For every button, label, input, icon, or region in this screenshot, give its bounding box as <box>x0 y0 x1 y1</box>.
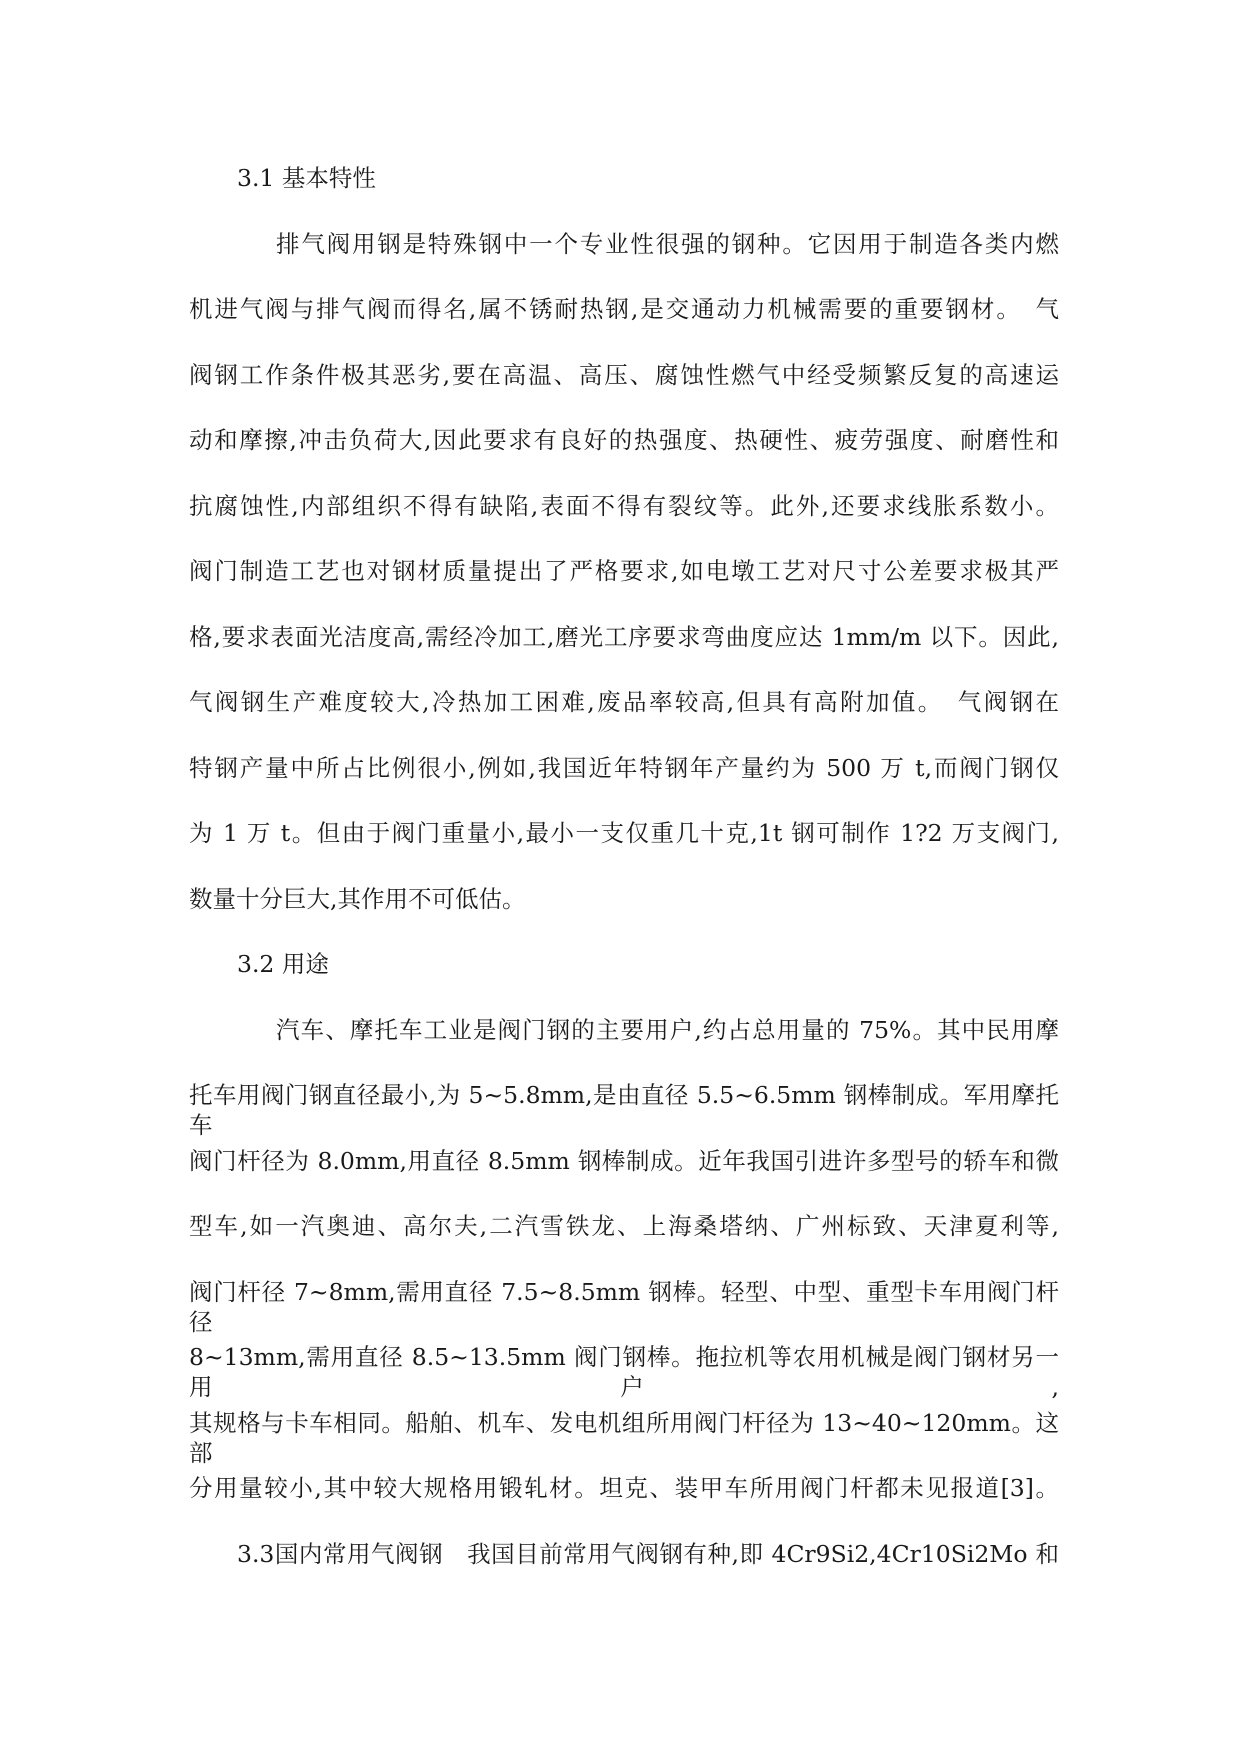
paragraph-line: 为 1 万 t。但由于阀门重量小,最小一支仅重几十克,1t 钢可制作 1?2 万支阀门, <box>189 819 1059 847</box>
paragraph-line: 阀门制造工艺也对钢材质量提出了严格要求,如电墩工艺对尺寸公差要求极其严 <box>189 557 1059 585</box>
paragraph-line: 其规格与卡车相同。船舶、机车、发电机组所用阀门杆径为 13~40~120mm。这部 <box>189 1408 1059 1467</box>
document-page <box>189 163 1059 1604</box>
paragraph-line: 阀门杆径 7~8mm,需用直径 7.5~8.5mm 钢棒。轻型、中型、重型卡车用阀门杆径 <box>189 1277 1059 1336</box>
paragraph-line: 格,要求表面光洁度高,需经冷加工,磨光工序要求弯曲度应达 1mm/m 以下。因此, <box>189 622 1059 651</box>
paragraph-line: 排气阀用钢是特殊钢中一个专业性很强的钢种。它因用于制造各类内燃 <box>276 229 1059 258</box>
paragraph-line: 8~13mm,需用直径 8.5~13.5mm 阀门钢棒。拖拉机等农用机械是阀门钢材另一用户, <box>189 1343 1059 1401</box>
paragraph-line: 数量十分巨大,其作用不可低估。 <box>189 884 526 913</box>
section-heading-3-2: 3.2 用途 <box>237 950 329 978</box>
section-heading-3-1: 3.1 基本特性 <box>237 164 376 192</box>
paragraph-line: 阀门杆径为 8.0mm,用直径 8.5mm 钢棒制成。近年我国引进许多型号的轿车和微 <box>189 1146 1059 1175</box>
paragraph-line: 动和摩擦,冲击负荷大,因此要求有良好的热强度、热硬性、疲劳强度、耐磨性和 <box>189 426 1059 454</box>
paragraph-line: 托车用阀门钢直径最小,为 5~5.8mm,是由直径 5.5~6.5mm 钢棒制成。军用摩托车 <box>189 1081 1059 1139</box>
paragraph-line: 抗腐蚀性,内部组织不得有缺陷,表面不得有裂纹等。此外,还要求线胀系数小。 <box>189 491 1059 520</box>
paragraph-line: 分用量较小,其中较大规格用锻轧材。坦克、装甲车所用阀门杆都未见报道[3]。 <box>189 1474 1059 1502</box>
paragraph-line: 汽车、摩托车工业是阀门钢的主要用户,约占总用量的 75%。其中民用摩 <box>276 1015 1059 1044</box>
paragraph-line: 特钢产量中所占比例很小,例如,我国近年特钢年产量约为 500 万 t,而阀门钢仅 <box>189 753 1059 782</box>
paragraph-line: 型车,如一汽奥迪、高尔夫,二汽雪铁龙、上海桑塔纳、广州标致、天津夏利等, <box>189 1212 1059 1240</box>
section-heading-3-3: 3.3国内常用气阀钢 我国目前常用气阀钢有种,即 4Cr9Si2,4Cr10Si2Mo 和 <box>237 1539 1059 1568</box>
paragraph-line: 机进气阀与排气阀而得名,属不锈耐热钢,是交通动力机械需要的重要钢材。 气 <box>189 295 1059 323</box>
paragraph-line: 阀钢工作条件极其恶劣,要在高温、高压、腐蚀性燃气中经受频繁反复的高速运 <box>189 360 1059 389</box>
paragraph-line: 气阀钢生产难度较大,冷热加工困难,废品率较高,但具有高附加值。 气阀钢在 <box>189 688 1059 716</box>
